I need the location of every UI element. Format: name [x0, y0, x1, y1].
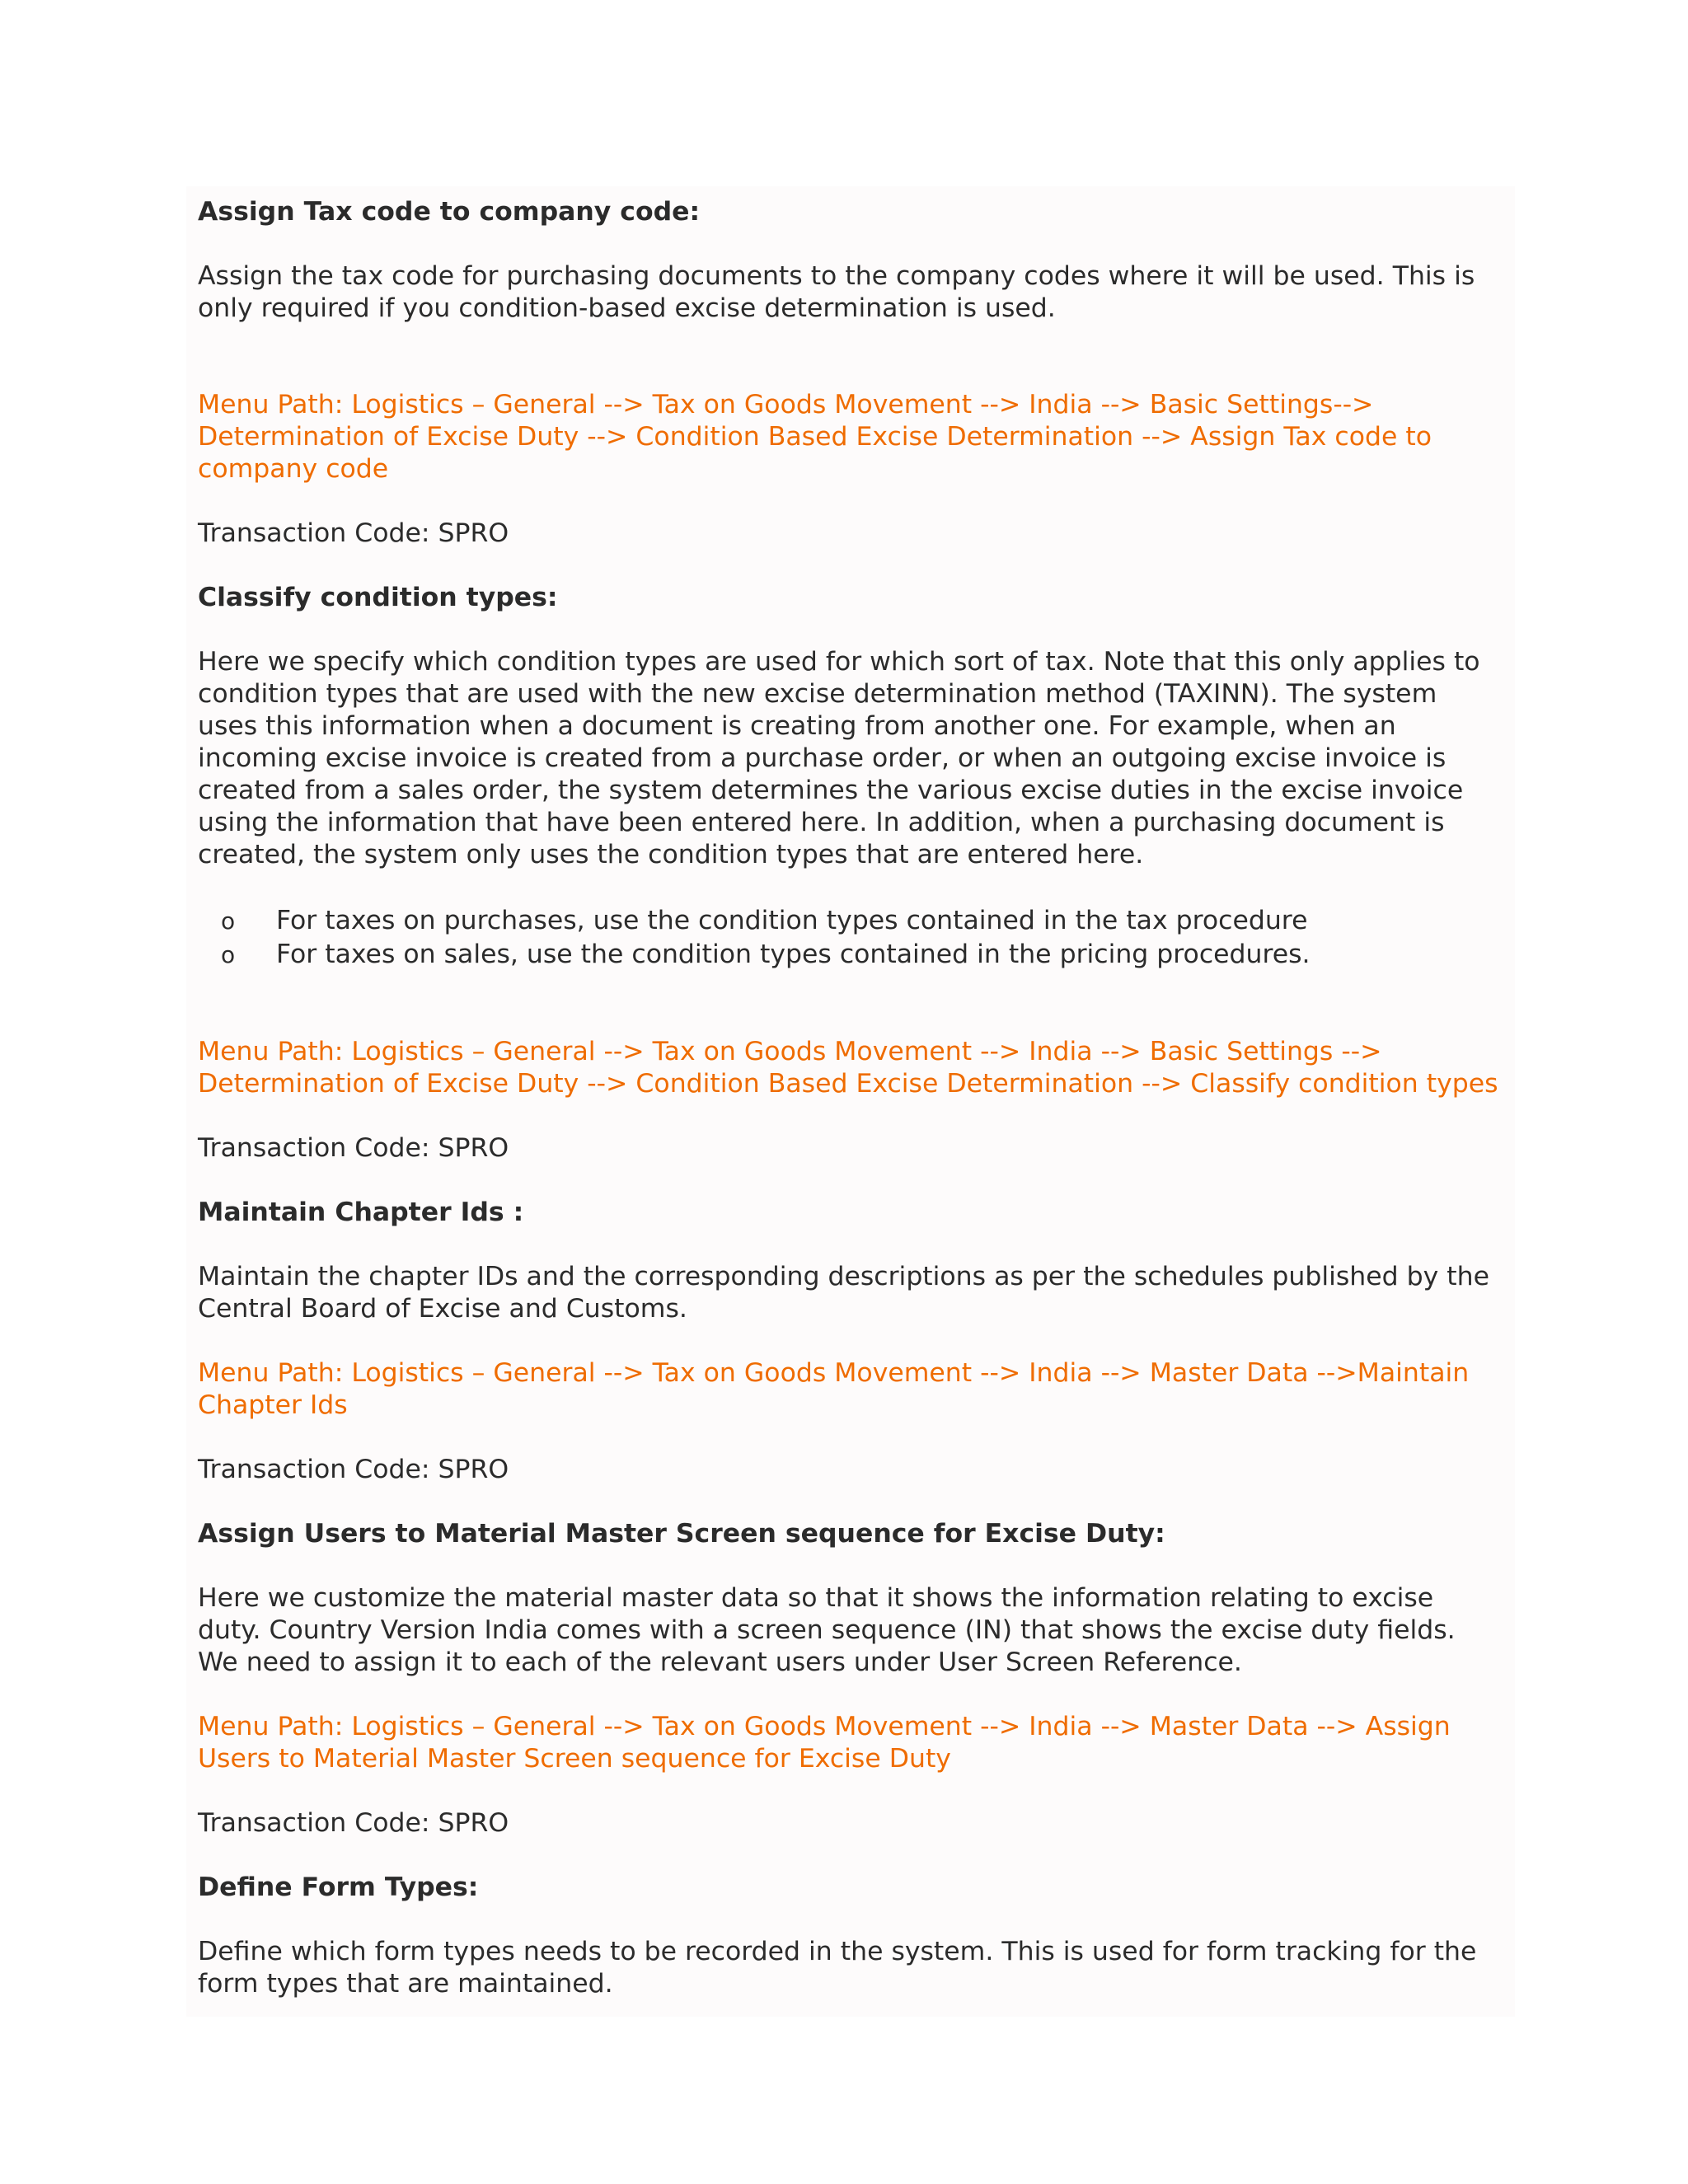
section-heading: Define Form Types: — [198, 1872, 479, 1902]
menu-path: Menu Path: Logistics – General --> Tax on Goods Movement --> India --> Basic Settings --> Determination of Excise Duty --> Condition Based Excise Determination --> Classify condition types — [198, 1037, 1498, 1099]
section-heading: Assign Users to Material Master Screen sequence for Excise Duty: — [198, 1519, 1165, 1549]
bullet-marker: o — [221, 941, 236, 968]
list-item — [198, 938, 1503, 972]
menu-path: Menu Path: Logistics – General --> Tax on Goods Movement --> India --> Basic Settings--> Determination of Excise Duty --> Condition Based Excise Determination --> Assign Tax code to company code — [198, 390, 1432, 484]
section-body: Assign the tax code for purchasing documents to the company codes where it will be used. This is only required if you condition-based excise determination is used. — [198, 261, 1475, 323]
list-item-text: For taxes on purchases, use the condition types contained in the tax procedure — [276, 906, 1308, 935]
transaction-code: Transaction Code: SPRO — [198, 1133, 509, 1163]
list-item — [198, 904, 1503, 938]
section-heading: Assign Tax code to company code: — [198, 197, 701, 227]
section-heading: Classify condition types: — [198, 583, 558, 612]
menu-path: Menu Path: Logistics – General --> Tax on Goods Movement --> India --> Master Data --> Assign Users to Material Master Screen sequence for Excise Duty — [198, 1712, 1451, 1774]
list-item-text: For taxes on sales, use the condition types contained in the pricing procedures. — [276, 940, 1311, 969]
section-heading: Maintain Chapter Ids : — [198, 1197, 524, 1227]
bullet-list — [198, 904, 1503, 972]
document-body — [186, 186, 1515, 2017]
section-body: Define which form types needs to be recorded in the system. This is used for form tracking for the form types that are maintained. — [198, 1937, 1477, 1999]
transaction-code: Transaction Code: SPRO — [198, 1455, 509, 1484]
menu-path: Menu Path: Logistics – General --> Tax on Goods Movement --> India --> Master Data -->Maintain Chapter Ids — [198, 1358, 1470, 1420]
bullet-marker: o — [221, 907, 236, 935]
section-body: Here we specify which condition types are used for which sort of tax. Note that this only applies to condition types that are used with the new excise determination method (TAXINN). The system uses this information when a document is creating from another one. For example, when an incoming excise invoice is created from a purchase order, or when an outgoing excise invoice is created from a sales order, the system determines the various excise duties in the excise invoice using the information that have been entered here. In addition, when a purchasing document is created, the system only uses the condition types that are entered here. — [198, 647, 1480, 869]
section-body: Here we customize the material master data so that it shows the information relating to excise duty. Country Version India comes with a screen sequence (IN) that shows the excise duty fields. We need to assign it to each of the relevant users under User Screen Reference. — [198, 1583, 1456, 1677]
transaction-code: Transaction Code: SPRO — [198, 518, 509, 548]
section-body: Maintain the chapter IDs and the corresponding descriptions as per the schedules published by the Central Board of Excise and Customs. — [198, 1262, 1490, 1324]
transaction-code: Transaction Code: SPRO — [198, 1808, 509, 1838]
